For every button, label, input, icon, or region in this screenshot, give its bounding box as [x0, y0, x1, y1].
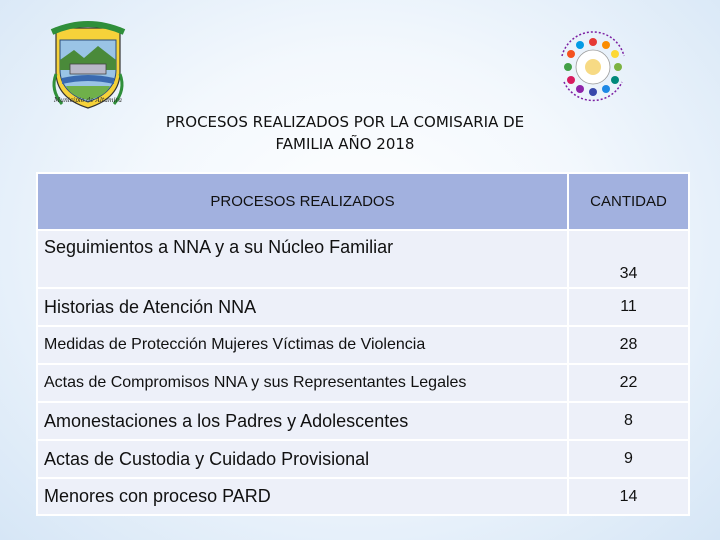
table-row [37, 288, 689, 326]
colorful-figures-ring-icon [552, 26, 634, 108]
table-row [37, 440, 689, 478]
process-name: Amonestaciones a los Padres y Adolescentes [37, 402, 568, 440]
process-count: 34 [568, 230, 689, 288]
column-header-quantity: CANTIDAD [568, 173, 689, 230]
table-header-row [37, 173, 689, 230]
process-name: Actas de Compromisos NNA y sus Representantes Legales [37, 364, 568, 402]
process-name: Historias de Atención NNA [37, 288, 568, 326]
table-row [37, 402, 689, 440]
table-row [37, 478, 689, 515]
title-line-1: PROCESOS REALIZADOS POR LA COMISARIA DE [165, 113, 525, 131]
process-name: Actas de Custodia y Cuidado Provisional [37, 440, 568, 478]
process-count: 28 [568, 326, 689, 364]
table-row [37, 230, 689, 288]
process-count: 8 [568, 402, 689, 440]
process-count: 14 [568, 478, 689, 515]
seal-caption: Municipio de Altamira [54, 97, 122, 104]
process-count: 22 [568, 364, 689, 402]
process-count: 9 [568, 440, 689, 478]
process-name: Medidas de Protección Mujeres Víctimas de Violencia [37, 326, 568, 364]
page-title [120, 111, 570, 155]
table-row [37, 364, 689, 402]
process-name: Menores con proceso PARD [37, 478, 568, 515]
table-row [37, 326, 689, 364]
column-header-processes: PROCESOS REALIZADOS [37, 173, 568, 230]
processes-table [36, 172, 690, 516]
process-count: 11 [568, 288, 689, 326]
process-name: Seguimientos a NNA y a su Núcleo Familiar [37, 230, 568, 288]
title-line-2: FAMILIA AÑO 2018 [275, 135, 415, 153]
